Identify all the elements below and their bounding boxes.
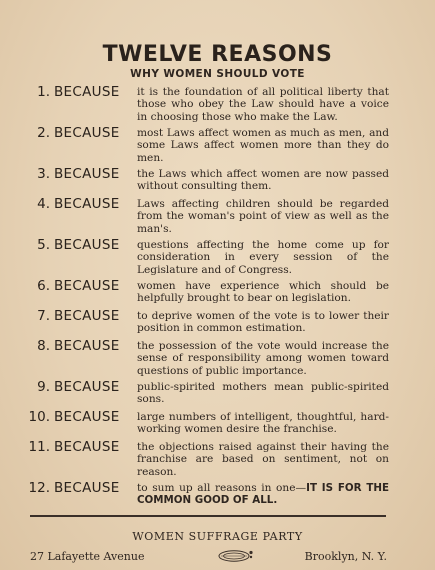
reason-lead: BECAUSE (54, 308, 120, 324)
reason-text: it is the foundation of all political liberty that those who obey the Law should have a voice in choosing those who make the Law. (137, 86, 389, 123)
reason-text-emphasis: IT IS FOR THE COMMON GOOD OF ALL. (137, 482, 390, 507)
reason-text: to deprive women of the vote is to lower their position in common estimation. (137, 310, 389, 335)
reason-text: most Laws affect women as much as men, and some Laws affect women more than they do men. (137, 127, 389, 164)
reason-number: 4. (37, 196, 50, 212)
reason-number: 2. (37, 125, 50, 141)
reason-lead: BECAUSE (54, 379, 120, 395)
reason-lead: BECAUSE (54, 166, 120, 182)
reason-text-plain: to sum up all reasons in one— (137, 482, 307, 494)
reason-number: 11. (28, 439, 50, 455)
street-address: 27 Lafayette Avenue (30, 550, 145, 563)
reason-number: 7. (37, 308, 50, 324)
reason-text: questions affecting the home come up for consideration in every session of the Legislature and of Congress. (137, 239, 389, 276)
reason-number: 8. (37, 338, 50, 354)
footer-divider (30, 515, 386, 517)
reason-number: 9. (37, 379, 50, 395)
reason-lead: BECAUSE (54, 480, 120, 496)
reason-text: Laws affecting children should be regarded from the woman's point of view as well as the man's. (137, 198, 389, 235)
reason-lead: BECAUSE (54, 439, 120, 455)
reason-number: 3. (37, 166, 50, 182)
organization-name: WOMEN SUFFRAGE PARTY (132, 530, 303, 543)
city-state: Brooklyn, N. Y. (304, 550, 387, 563)
reason-number: 5. (37, 237, 50, 253)
reason-text: the possession of the vote would increase the sense of responsibility among women toward questions of public importance. (137, 340, 389, 377)
reason-lead: BECAUSE (54, 125, 120, 141)
reason-text: the objections raised against their having the franchise are based on sentiment, not on reason. (137, 441, 389, 478)
reason-lead: BECAUSE (54, 409, 120, 425)
reason-lead: BECAUSE (54, 338, 120, 354)
reason-number: 12. (28, 480, 50, 496)
reason-lead: BECAUSE (54, 84, 120, 100)
page-title: TWELVE REASONS (102, 42, 333, 67)
reason-text: large numbers of intelligent, thoughtful, hard-working women desire the franchise. (137, 411, 389, 436)
reason-text: the Laws which affect women are now passed without consulting them. (137, 168, 389, 193)
reason-number: 1. (37, 84, 50, 100)
reason-lead: BECAUSE (54, 278, 120, 294)
reason-text: public-spirited mothers mean public-spirited sons. (137, 381, 389, 406)
union-label-icon (217, 549, 255, 563)
reason-text: women have experience which should be helpfully brought to bear on legislation. (137, 280, 389, 305)
reason-lead: BECAUSE (54, 196, 120, 212)
reason-number: 10. (28, 409, 50, 425)
page-subtitle: WHY WOMEN SHOULD VOTE (130, 68, 305, 80)
reason-lead: BECAUSE (54, 237, 120, 253)
reason-text (137, 482, 389, 507)
reason-number: 6. (37, 278, 50, 294)
